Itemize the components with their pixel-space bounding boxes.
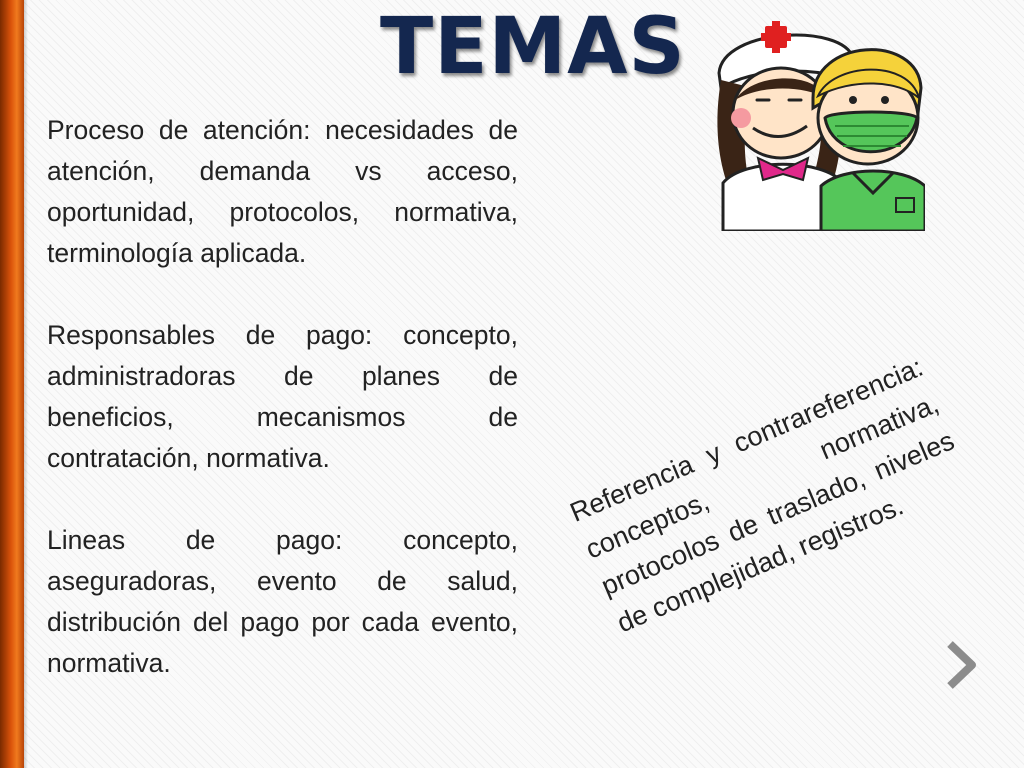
topic-paragraph: Lineas de pago: concepto, aseguradoras, evento de salud, distribución del pago por cada evento, normativa. <box>47 525 518 678</box>
rotated-topic-box <box>560 300 990 640</box>
topics-list <box>47 110 518 725</box>
topic-paragraph: Proceso de atención: necesidades de atención, demanda vs acceso, oportunidad, protocolos, normativa, terminología aplicada. <box>47 115 518 268</box>
slide-title: TEMAS <box>380 2 686 92</box>
accent-side-bar <box>0 0 24 768</box>
chevron-right-icon[interactable] <box>944 640 978 690</box>
rotated-topic-paragraph: Referencia y contrareferencia: conceptos, normativa, protocolos de traslado, niveles de complejidad, registros. <box>565 351 959 639</box>
nurse-and-doctor-illustration <box>713 18 925 231</box>
topic-paragraph: Responsables de pago: concepto, administradoras de planes de beneficios, mecanismos de contratación, normativa. <box>47 320 518 473</box>
